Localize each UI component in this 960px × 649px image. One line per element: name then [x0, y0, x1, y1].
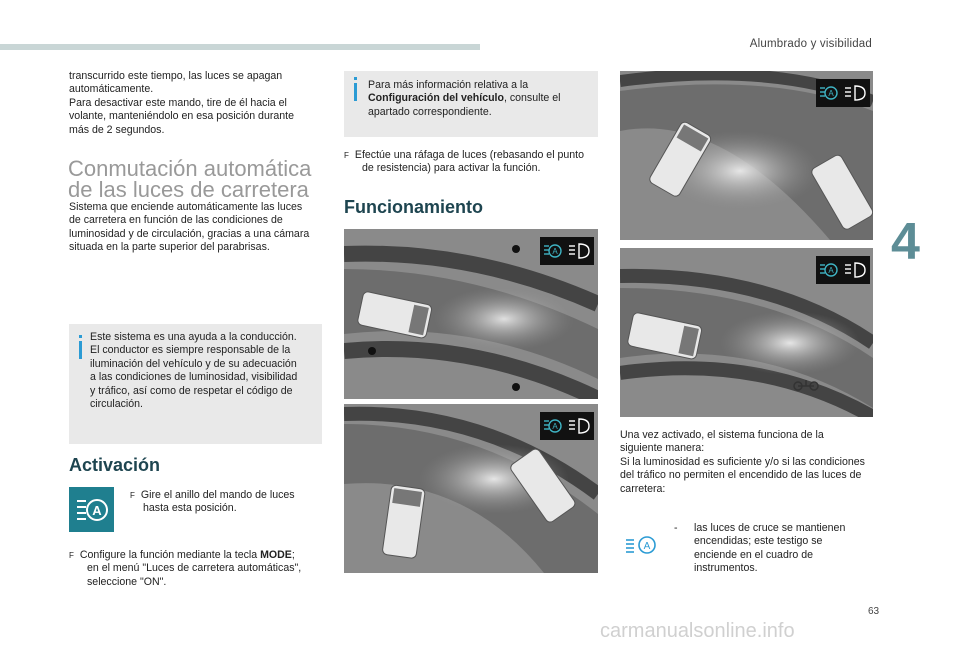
page-number: 63: [868, 606, 880, 617]
section-heading: Conmutación automática de las luces de carretera: [68, 156, 312, 202]
top-bar: [0, 44, 480, 50]
operation-heading: Funcionamiento: [344, 197, 483, 217]
svg-text:A: A: [828, 89, 834, 98]
auto-high-beam-icon: [543, 417, 591, 435]
info-box-driver: Este sistema es una ayuda a la conducción. El conductor es siempre responsable de la iluminación del vehículo y de su adecuación a las condiciones de luminosidad, visibilidad y tráfico, así como de respetar el código de circulación.: [69, 324, 322, 444]
illustration-night-road-vehicle-ahead: [344, 404, 598, 573]
low-beam-note: - las luces de cruce se mantienen encendidas; este testigo se enciende en el cuadro de instrumentos.: [674, 522, 846, 575]
illustration-night-road-oncoming: [344, 229, 598, 399]
auto-high-beam-icon: [819, 84, 867, 102]
intro-text: transcurrido este tiempo, las luces se apagan automáticamente. Para desactivar este mando, tire de él hacia el volante, manteniéndolo en esa posición durante más de 2 segundos.: [69, 70, 294, 136]
illustration-road-with-cyclist: [620, 248, 873, 417]
svg-text:A: A: [643, 541, 651, 552]
auto-high-beam-icon: [543, 242, 591, 260]
bullet-arrow-icon: F: [130, 491, 135, 500]
activation-step-1: F Gire el anillo del mando de luces hasta esta posición.: [130, 489, 295, 515]
watermark: carmanualsonline.info: [600, 620, 795, 642]
info-icon: [79, 341, 82, 359]
svg-text:A: A: [92, 503, 102, 518]
auto-high-beam-icon: [819, 261, 867, 279]
description-text: Sistema que enciende automáticamente las luces de carretera en función de las condiciones de luminosidad y de circulación, gracias a una cámara situada en la parte superior del parabrisas.: [69, 201, 310, 254]
activation-step-2: F Configure la función mediante la tecla MODE; en el menú "Luces de carretera automáticas", seleccione "ON".: [69, 549, 302, 588]
svg-text:A: A: [552, 422, 558, 431]
flash-step: F Efectúe una ráfaga de luces (rebasando el punto de resistencia) para activar la función.: [344, 149, 584, 175]
info-icon: [354, 83, 357, 101]
bullet-arrow-icon: F: [69, 551, 74, 560]
svg-text:A: A: [828, 266, 834, 275]
auto-high-beam-icon: [69, 487, 114, 532]
section-title: Alumbrado y visibilidad: [749, 38, 872, 50]
svg-text:A: A: [552, 247, 558, 256]
chapter-number: 4: [891, 213, 920, 271]
auto-high-beam-icon: [625, 535, 659, 555]
operation-text: Una vez activado, el sistema funciona de la siguiente manera: Si la luminosidad es suficiente y/o si las condiciones del tráfico no permiten el encendido de las luces de carretera:: [620, 429, 865, 495]
illustration-two-vehicles-curve: [620, 71, 873, 240]
activation-heading: Activación: [69, 455, 161, 475]
bullet-arrow-icon: F: [344, 151, 349, 160]
info-box-config: Para más información relativa a la Configuración del vehículo, consulte el apartado correspondiente.: [344, 71, 598, 137]
